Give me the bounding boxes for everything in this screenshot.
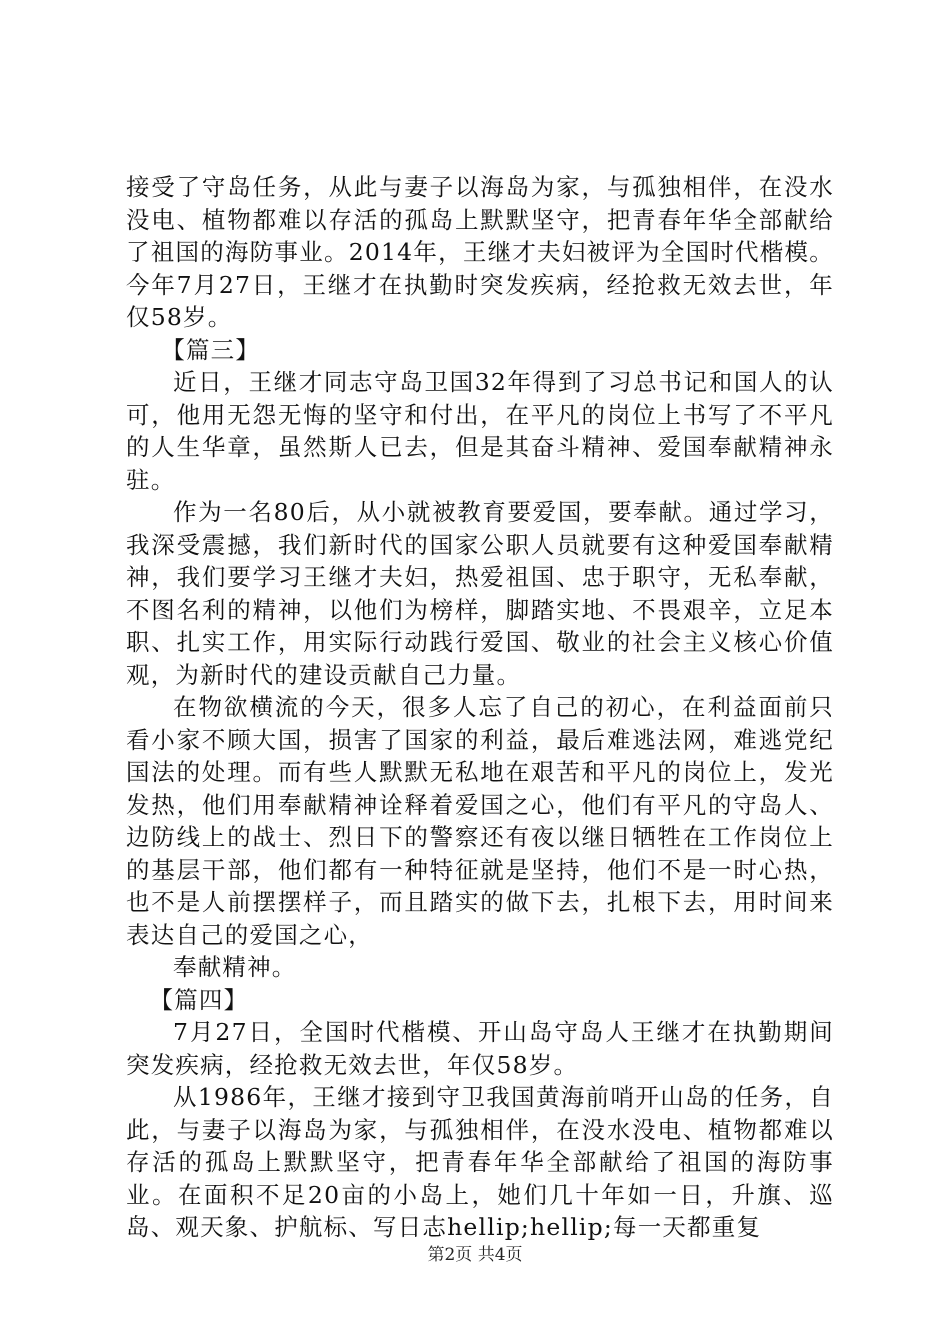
section-heading-4: 【篇四】 — [149, 985, 249, 1014]
paragraph-2: 近日，王继才同志守岛卫国32年得到了习总书记和国人的认可，他用无怨无悔的坚守和付出，在平凡的岗位上书写了不平凡的人生华章，虽然斯人已去，但是其奋斗精神、爱国奉献精神永驻。 — [126, 368, 834, 494]
paragraph-4: 在物欲横流的今天，很多人忘了自己的初心，在利益面前只看小家不顾大国，损害了国家的利益，最后难逃法网，难逃党纪国法的处理。而有些人默默无私地在艰苦和平凡的岗位上，发光发热，他们用奉献精神诠释着爱国之心，他们有平凡的守岛人、边防线上的战士、烈日下的警察还有夜以继日牺牲在工作岗位上的基层干部，他们都有一种特征就是坚持，他们不是一时心热，也不是人前摆摆样子，而且踏实的做下去，扎根下去，用时间来表达自己的爱国之心， — [126, 693, 834, 949]
section-heading-3: 【篇三】 — [161, 335, 261, 364]
paragraph-6: 7月27日，全国时代楷模、开山岛守岛人王继才在执勤期间突发疾病，经抢救无效去世，年仅58岁。 — [126, 1018, 834, 1079]
page-footer — [0, 1240, 950, 1265]
paragraph-1: 接受了守岛任务，从此与妻子以海岛为家，与孤独相伴，在没水没电、植物都难以存活的孤岛上默默坚守，把青春年华全部献给了祖国的海防事业。2014年，王继才夫妇被评为全国时代楷模。今年7月27日，王继才在执勤时突发疾病，经抢救无效去世，年仅58岁。 — [126, 173, 834, 331]
paragraph-7: 从1986年，王继才接到守卫我国黄海前哨开山岛的任务，自此，与妻子以海岛为家，与孤独相伴，在没水没电、植物都难以存活的孤岛上默默坚守，把青春年华全部献给了祖国的海防事业。在面积不足20亩的小岛上，她们几十年如一日，升旗、巡岛、观天象、护航标、写日志hellip;hellip;每一天都重复 — [126, 1083, 834, 1241]
document-body — [126, 171, 834, 1244]
paragraph-3: 作为一名80后，从小就被教育要爱国，要奉献。通过学习，我深受震撼，我们新时代的国家公职人员就要有这种爱国奉献精神，我们要学习王继才夫妇，热爱祖国、忠于职守，无私奉献，不图名利的精神，以他们为榜样，脚踏实地、不畏艰辛，立足本职、扎实工作，用实际行动践行爱国、敬业的社会主义核心价值观，为新时代的建设贡献自己力量。 — [126, 498, 834, 689]
paragraph-5: 奉献精神。 — [173, 953, 297, 981]
page-number-label: 第2页 共4页 — [427, 1245, 523, 1265]
